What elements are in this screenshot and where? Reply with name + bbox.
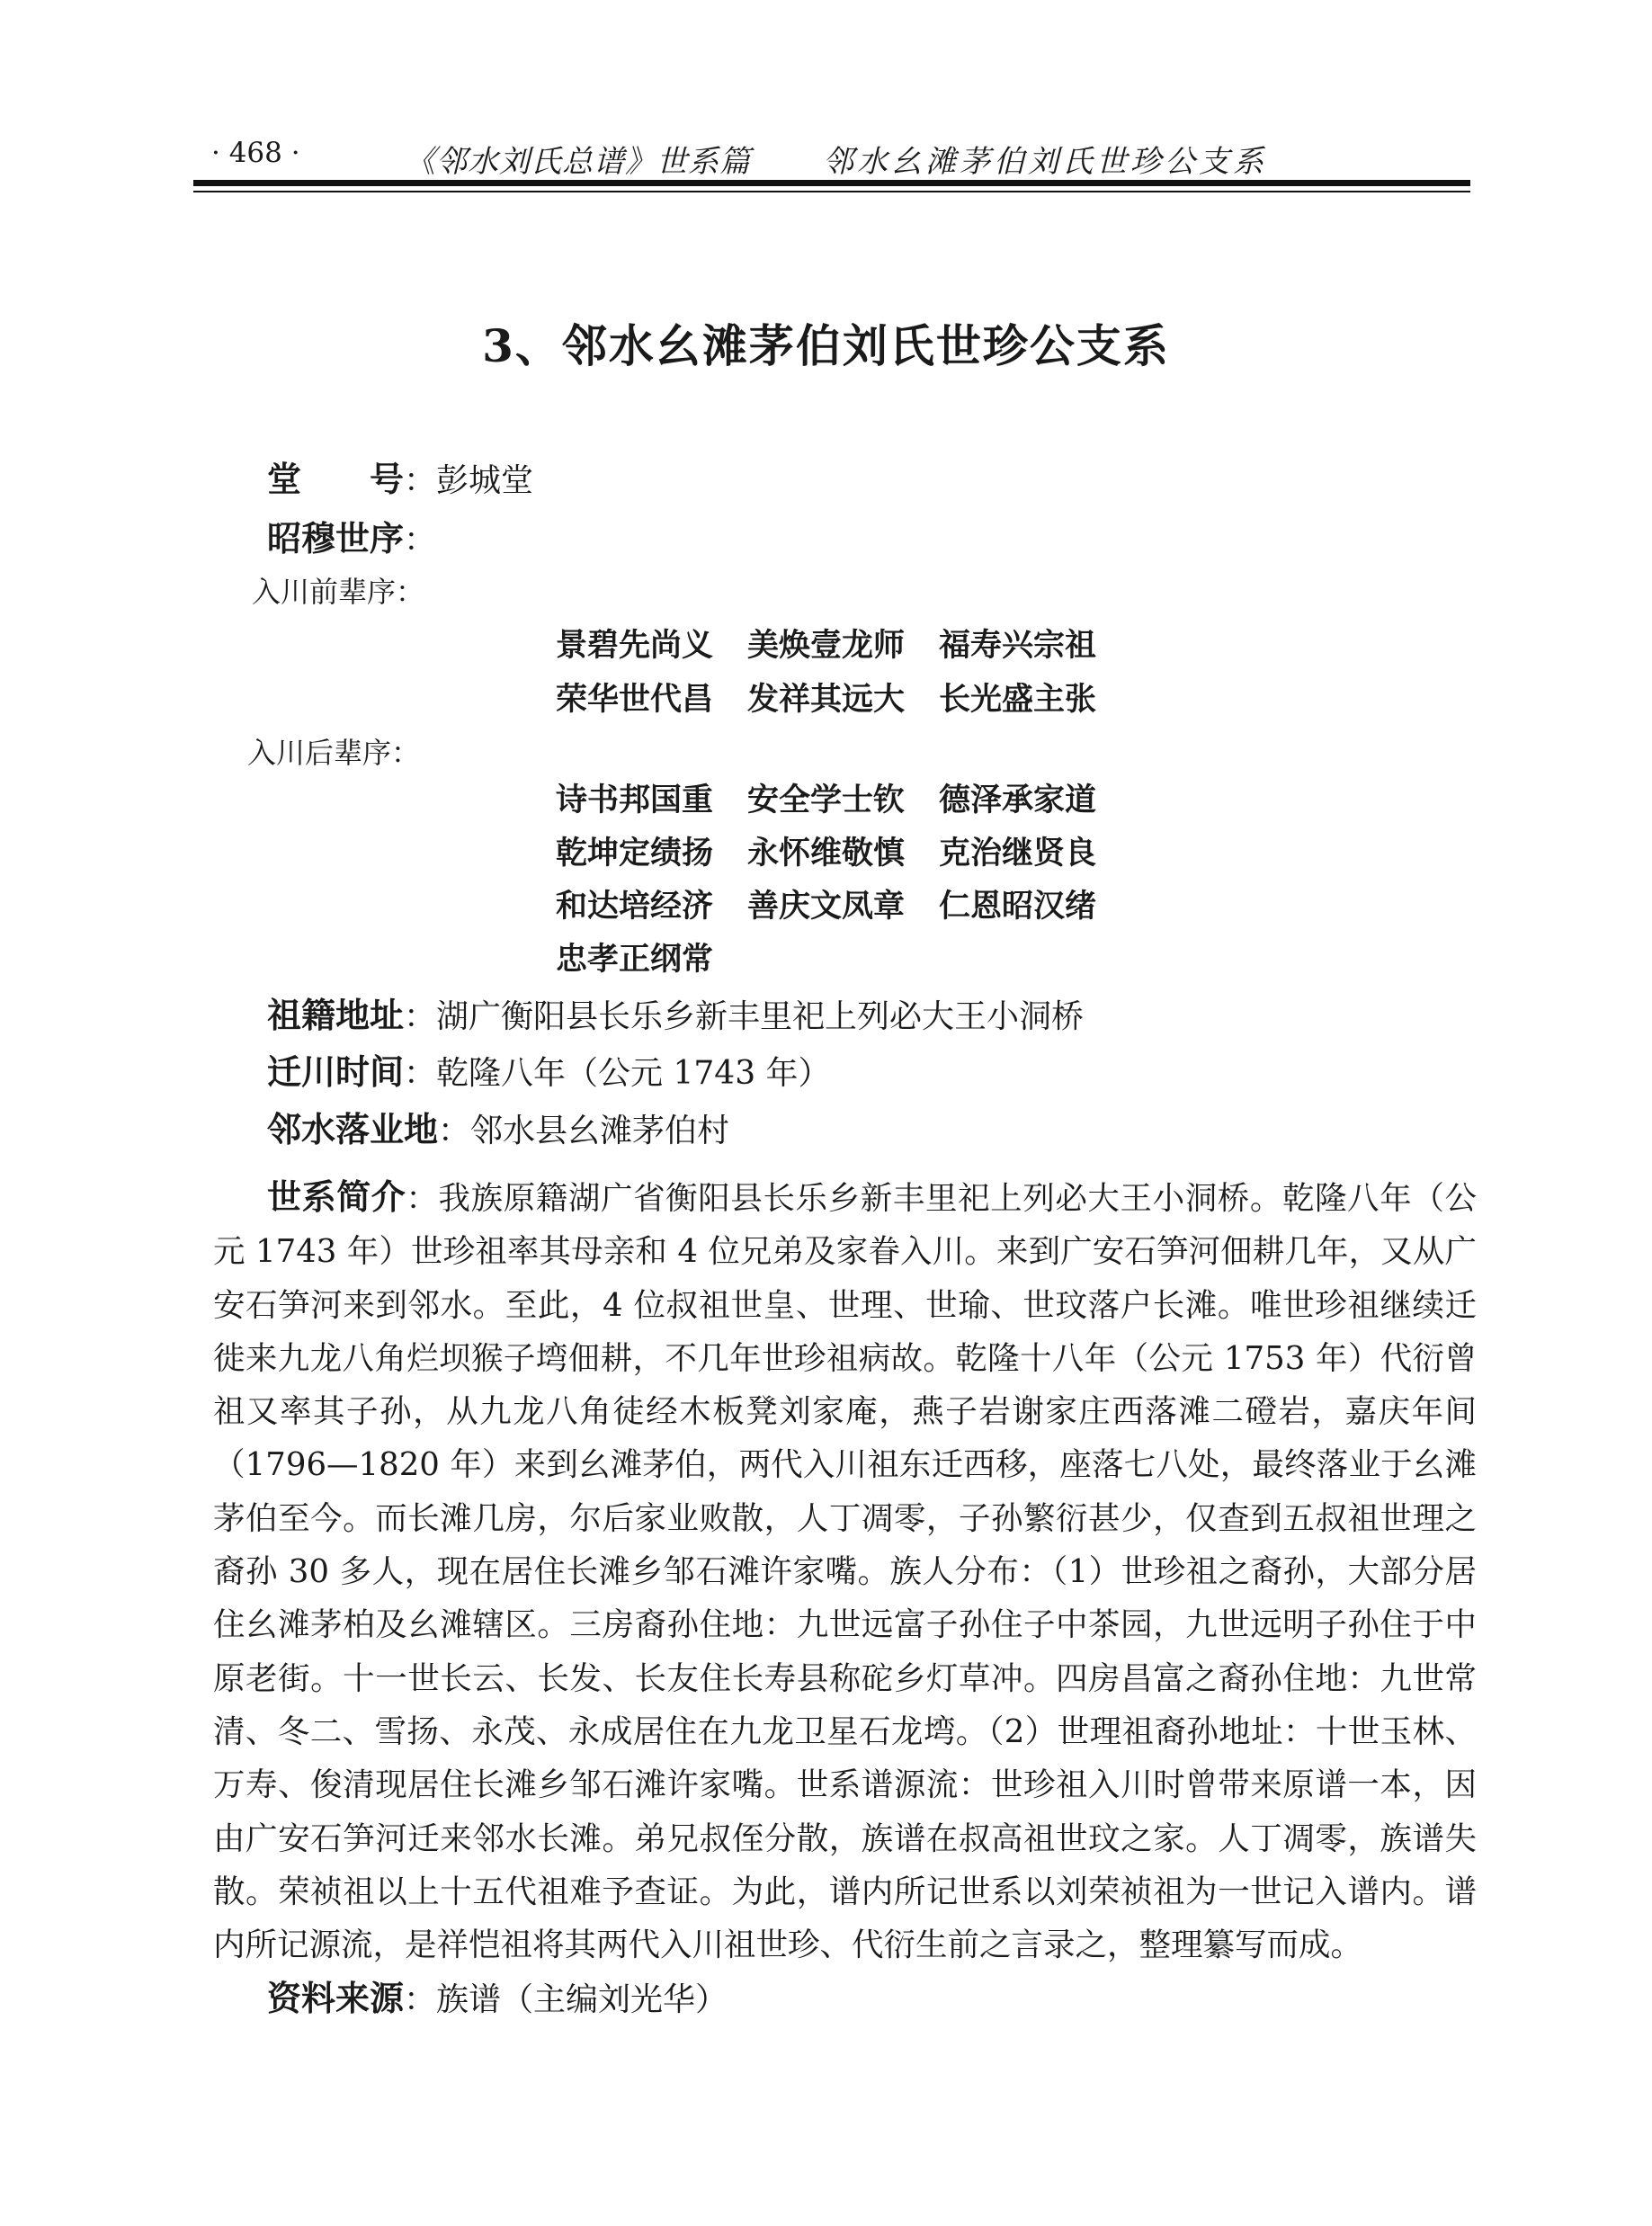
- intro-colon: ：: [406, 1180, 439, 1217]
- poem-phrase: 善庆文凤章: [747, 889, 906, 925]
- poem-phrase: 景碧先尚义: [556, 628, 714, 664]
- source-colon: ：: [404, 1981, 437, 2018]
- book-title: 《邻水刘氏总谱》世系篇: [405, 144, 751, 180]
- zhaomu-colon: ：: [404, 522, 437, 559]
- migration-value: 乾隆八年（公元 1743 年）: [436, 1055, 831, 1092]
- after-line-2: [556, 832, 1130, 875]
- after-label: 入川后辈序：: [247, 736, 421, 770]
- header-rule-thick: [193, 180, 1470, 186]
- intro-text: 我族原籍湖广省衡阳县长乐乡新丰里祀上列必大王小洞桥。乾隆八年（公元 1743 年）世珍祖率其母亲和 4 位兄弟及家眷入川。来到广安石笋河佃耕几年，又从广安石笋河来到邻水。至此，4 位叔祖世皇、世理、世瑜、世玟落户长滩。唯世珍祖继续迁徙来九龙八角烂坝猴子塆佃耕，不几年世珍祖病故。乾隆十八年（公元 1753 年）代衍曾祖又率其子孙，从九龙八角徒经木板凳刘家庵，燕子岩谢家庄西落滩二磴岩，嘉庆年间（1796—1820 年）来到幺滩茅伯，两代入川祖东迁西移，座落七八处，最终落业于幺滩茅伯至今。而长滩几房，尔后家业败散，人丁凋零，子孙繁衍甚少，仅查到五叔祖世理之裔孙 30 多人，现在居住长滩乡邹石滩许家嘴。族人分布：（1）世珍祖之裔孙，大部分居住幺滩茅柏及幺滩辖区。三房裔孙住地：九世远富子孙住子中茶园，九世远明子孙住于中原老街。十一世长云、长发、长友住长寿县称砣乡灯草冲。四房昌富之裔孙住地：九世常清、冬二、雪扬、永茂、永成居住在九龙卫星石龙塆。（2）世理祖裔孙地址：十世玉林、万寿、俊清现居住长滩乡邹石滩许家嘴。世系谱源流：世珍祖入川时曾带来原谱一本，因由广安石笋河迁来邻水长滩。弟兄叔侄分散，族谱在叔高祖世玟之家。人丁凋零，族谱失散。荣祯祖以上十五代祖难予查证。为此，谱内所记世系以刘荣祯祖为一世记入谱内。谱内所记源流，是祥恺祖将其两代入川祖世珍、代衍生前之言录之，整理纂写而成。: [213, 1180, 1477, 1964]
- before-line-1: [556, 624, 1130, 667]
- source-label: 资料来源: [267, 1979, 405, 2018]
- poem-phrase: 乾坤定绩扬: [556, 836, 714, 872]
- settle-label: 邻水落业地: [267, 1110, 439, 1149]
- header-rule-thin: [193, 191, 1470, 192]
- origin-colon: ：: [404, 998, 437, 1035]
- migration-row: [267, 1050, 831, 1095]
- settle-colon: ：: [438, 1113, 471, 1149]
- lineage-intro: [213, 1171, 1477, 1971]
- hall-colon: ：: [404, 462, 437, 499]
- page-number: · 468 ·: [211, 137, 300, 169]
- hall-label: 堂 号: [267, 460, 405, 499]
- poem-phrase: 克治继贤良: [939, 836, 1097, 872]
- poem-phrase: 永怀维敬慎: [747, 836, 906, 872]
- before-label: 入川前辈序：: [252, 575, 425, 609]
- poem-phrase: 长光盛主张: [939, 682, 1097, 718]
- origin-label: 祖籍地址: [267, 996, 405, 1035]
- after-line-1: [556, 779, 1130, 822]
- poem-phrase: 福寿兴宗祖: [939, 628, 1097, 664]
- settle-value: 邻水县幺滩茅伯村: [470, 1113, 730, 1149]
- zhaomu-row: [267, 516, 436, 561]
- zhaomu-label: 昭穆世序: [267, 519, 405, 559]
- origin-value: 湖广衡阳县长乐乡新丰里祀上列必大王小洞桥: [436, 998, 1085, 1035]
- hall-value: 彭城堂: [436, 462, 534, 499]
- poem-phrase: 忠孝正纲常: [556, 942, 714, 978]
- running-header: [193, 137, 1470, 180]
- hall-row: [267, 457, 533, 502]
- origin-row: [267, 993, 1084, 1038]
- poem-phrase: 和达培经济: [556, 889, 714, 925]
- migration-colon: ：: [404, 1055, 437, 1092]
- source-value: 族谱（主编刘光华）: [436, 1981, 728, 2018]
- branch-title: 邻水幺滩茅伯刘氏世珍公支系: [823, 144, 1267, 180]
- after-line-3: [556, 885, 1130, 928]
- intro-label: 世系简介: [267, 1177, 406, 1217]
- poem-phrase: 仁恩昭汉绪: [939, 889, 1097, 925]
- poem-phrase: 诗书邦国重: [556, 782, 714, 818]
- after-line-4: [556, 938, 747, 981]
- settle-row: [267, 1107, 729, 1152]
- migration-label: 迁川时间: [267, 1052, 405, 1092]
- poem-phrase: 德泽承家道: [939, 782, 1097, 818]
- poem-phrase: 发祥其远大: [747, 682, 906, 718]
- before-line-2: [556, 678, 1130, 721]
- section-title: 3、邻水幺滩茅伯刘氏世珍公支系: [482, 319, 1170, 372]
- poem-phrase: 安全学士钦: [747, 782, 906, 818]
- source-row: [267, 1976, 728, 2021]
- poem-phrase: 荣华世代昌: [556, 682, 714, 718]
- poem-phrase: 美焕壹龙师: [747, 628, 906, 664]
